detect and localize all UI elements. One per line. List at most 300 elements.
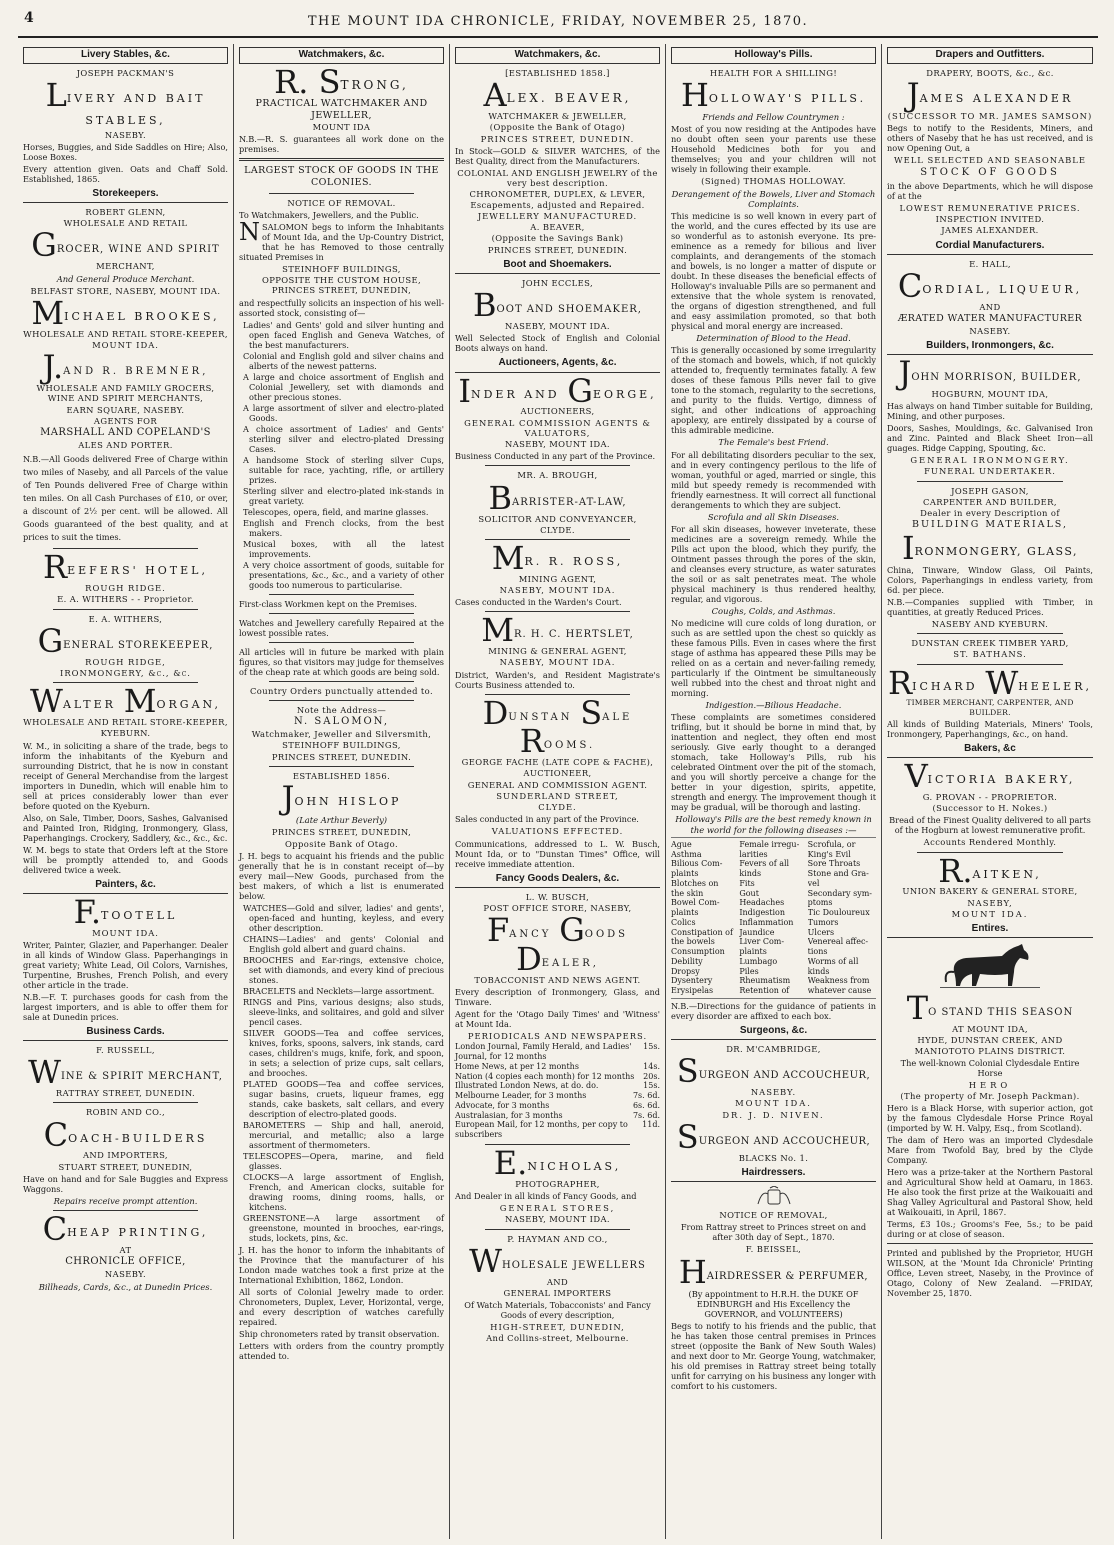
ad-line: WHOLESALE AND RETAIL [63,218,188,229]
ad-text: Hero was a prize-taker at the Northern Pastoral and Agricultural Show held at Oamaru, in 1863. He also took the first prize at the Waikouaiti and Shag Valley Agricultural and Pastoral Show, held at Waikouaiti, in April, 1867. [887,1167,1093,1218]
drop-cap: R [43,548,68,587]
drop-cap: B [488,478,512,517]
ad-line: TOBACCONIST AND NEWS AGENT. [474,974,641,985]
goods-item: BAROMETERS — Ship and hall, aneroid, mercurial, and metallic; also a large assortment of thermometers. [243,1119,444,1150]
goods-item: PLATED GOODS—Tea and coffee services, sugar basins, cruets, liqueur frames, egg stands, cake baskets, salt cellars, and every description of electro-plated goods. [243,1078,444,1119]
ad-line: DR. J. D. NIVEN. [722,1109,825,1120]
ad-line: And Collins-street, Melbourne. [486,1333,629,1344]
divider [53,1102,198,1103]
page-number: 4 [24,10,34,26]
section-header: Livery Stables, &c. [23,47,228,64]
ad-text: Of Watch Materials, Tobacconists' and Fancy Goods of every description, [464,1300,651,1321]
ad-text: Hero is a Black Horse, with superior action, got by the famous Clydesdale Horse Prince Royal (imported by W. H. Valpy, Esq., from Scotland). [887,1103,1093,1134]
section-header: Holloway's Pills. [671,47,876,64]
divider [485,465,630,466]
newspaper-title: THE MOUNT IDA CHRONICLE, FRIDAY, NOVEMBER 25, 1870. [307,14,809,29]
list-item: Secondary sym- [807,888,873,898]
drop-cap: G [37,621,64,660]
ad-line: HEALTH FOR A SHILLING! [709,68,838,79]
ad-line: MERCHANT, [96,261,155,272]
ad-line: SUNDERLAND STREET, [496,790,619,801]
ad-line: NASEBY AND KYEBURN. [931,618,1049,629]
ad-headline [887,529,1093,568]
ad-text: Horses, Buggies, and Side Saddles on Hire; Also, Loose Boxes. [23,141,228,162]
ad-line: JOHN ECCLES, [521,278,594,289]
ad-text: For all skin diseases, however inveterate, these medicines are a sovereign remedy. While the Pills act upon the blood, which they purify, the Ointment passes through the pores of the skin, and cleanses every structure, as water saturates the soil or as salt penetrates meat. The whole physical machinery is thus rendered healthy, regular, and vigorous. [671,523,876,604]
ad-line: DUNSTAN CREEK TIMBER YARD, [911,638,1069,649]
drop-cap: G [559,911,585,950]
list-item: kinds [807,966,830,976]
ad-text: (By appointment to H.R.H. the DUKE OF EDINBURGH and His Excellency the GOVERNOR, and VOLUNTEERS) [688,1288,859,1319]
ad-text: The well-known Colonial Clydesdale Entire Horse [900,1057,1080,1078]
ad-headline [887,757,1093,796]
headline-text: RONMONGERY, GLASS, [914,545,1079,559]
ad-line: G. PROVAN - - PROPRIETOR. [922,791,1058,802]
drop-cap: V [904,757,928,796]
ad-line: NASEBY, MOUNT IDA. [499,585,616,596]
stock-item: Colonial and English gold and silver chains and alberts of the newest patterns. [243,350,444,371]
ad-line: NASEBY. [750,1087,797,1098]
ad-line: AT MOUNT IDA, [952,1024,1028,1035]
stock-item: Sterling silver and electro-plated ink-stands in great variety. [243,485,444,506]
ad-line: MR. A. BROUGH, [517,470,598,481]
ad-text-body: SALOMON begs to inform the Inhabitants of Mount Ida, and the Up-Country District, that he has Removed to those centrally situated Premises in [239,221,444,262]
ad-text: Doors, Sashes, Mouldings, &c. Galvanised Iron and Zinc. Painted and Black Sheet Iron—all guages. Ridge Capping, Spouting, &c. [887,423,1093,454]
ad-headline [23,621,228,660]
drop-cap: M [481,611,514,650]
divider [269,594,414,595]
ad-subhead: Derangement of the Bowels, Liver and Stomach Complaints. [671,188,876,209]
ad-headline [455,76,660,115]
ad-line: FUNERAL UNDERTAKER. [924,466,1056,477]
section-header: Business Cards. [23,1025,228,1041]
drop-cap: S [676,1117,699,1156]
price-row: Nation (4 copies each month) for 12 months 20s. [455,1071,660,1081]
list-item: King's Evil [807,849,851,859]
list-item: Tic Douloureux [807,908,870,918]
section-header: Storekeepers. [23,187,228,203]
ad-line: EARN SQUARE, NASEBY. [66,404,185,415]
list-item: Stone and Gra- [807,869,869,879]
headline-text: NICHOLAS, [527,1159,622,1173]
ad-line: (SUCCESSOR TO MR. JAMES SAMSON) [887,111,1093,122]
headline-text: NDER AND [470,387,560,401]
ad-line: A. BEAVER, [530,222,585,233]
drop-cap: D [516,940,542,979]
ad-line: E. A. WITHERS - - Proprietor. [57,594,194,605]
goods-item: BROOCHES and Ear-rings, extensive choice, set with diamonds, and every kind of precious stones. [243,954,444,985]
divider [239,158,444,161]
list-item: Tumors [807,917,839,927]
headline-text: AND R. BREMNER, [63,366,209,378]
drop-cap: F. [73,892,102,931]
ad-line: MARSHALL AND COPELAND'S [40,427,211,439]
ad-line: MOUNT IDA. [92,340,159,351]
ad-headline [455,478,660,517]
ad-line: [ESTABLISHED 1858.] [505,68,610,79]
column-1 [18,44,234,1539]
price-row: Illustrated London News, at do. do. 15s. [455,1081,660,1091]
ad-text: Business Conducted in any part of the Province. [455,451,656,462]
headline-text: ICTORIA BAKERY, [927,773,1076,787]
price-row: Australasian, for 3 months 7s. 6d. [455,1110,660,1120]
ad-line: (Late Arthur Beverly) [295,815,388,826]
list-item: Sore Throats [807,859,861,869]
ad-text: Agent for the 'Otago Daily Times' and 'Witness' at Mount Ida. [455,1009,660,1030]
ad-text: Have on hand and for Sale Buggies and Express Waggons. [23,1173,228,1194]
ad-text: Terms, £3 10s.; Grooms's Fee, 5s.; to be paid during or at close of season. [887,1219,1093,1240]
drop-cap: N [239,217,260,246]
ad-headline [887,267,1093,306]
price-row: Melbourne Leader, for 3 months 7s. 6d. [455,1091,660,1101]
ad-headline [455,611,660,650]
ad-line: PHOTOGRAPHER, [515,1178,600,1189]
ad-text: Begs to notify to his friends and the public, that he has taken those central premises in Princes street (opposite the Bank of New South Wales) and next door to Mr. George Young, watchmaker, his old premises in Rattray street being totally unfit for carrying on his business any longer with comfort to his customers. [671,1320,876,1391]
ad-line: Dealer in every Description of [920,508,1060,519]
ad-line: E. A. WITHERS, [88,613,163,624]
ad-headline [23,548,228,587]
stock-item: A large and choice assortment of English and Colonial Jewellery, set with diamonds and other precious stones. [243,371,444,402]
divider [53,609,198,610]
headline-text: R. H. C. HERTSLET, [513,629,634,641]
stock-item: A very choice assortment of goods, suitable for presentations, &c., &c., and a variety of other goods too numerous to particularise. [243,559,444,590]
ad-text: Writer, Painter, Glazier, and Paperhanger. Dealer in all kinds of Window Glass. Paperhangings in great variety; White Lead, Oil Colors, Varnishes, Turpentine, Brushes, French Polish, and every other article in the trade. [23,939,228,990]
drop-cap: M [491,539,525,577]
ad-headline [671,1117,876,1156]
list-item: Fevers of all [739,859,790,869]
drop-cap: M [31,294,65,333]
list-item: Gout [739,888,759,898]
section-header: Fancy Goods Dealers, &c. [455,872,660,888]
drop-cap: M [123,682,157,721]
drop-cap: G [31,226,57,265]
ad-line: KYEBURN. [100,728,151,739]
ad-line: AND IMPORTERS, [82,1150,168,1161]
headline-text: ARRISTER-AT-LAW, [511,496,627,508]
ad-text: First-class Workmen kept on the Premises. [239,598,417,609]
ad-line: (Signed) THOMAS HOLLOWAY. [701,176,846,187]
ad-line: JAMES ALEXANDER. [941,225,1039,236]
divider [269,642,414,643]
ad-headline [671,1252,876,1291]
horse-icon [940,942,1040,990]
ad-text: China, Tinware, Window Glass, Oil Paints, Colors, Paperhangings in endless variety, from 6d. per piece. [887,564,1093,595]
ad-line: NASEBY. [969,325,1011,336]
ad-line: AND [979,301,1001,312]
section-header: Boot and Shoemakers. [455,258,660,274]
ad-text: J. H. begs to acquaint his friends and the public generally that he is in constant receipt of—by every mail—New Goods, purchased from the best makers, of which a list is enumerated below. [239,850,444,901]
drop-cap: R [888,663,913,702]
list-item: Female irregu- [739,839,800,849]
ad-line: GEORGE FACHE (LATE COPE & FACHE), [461,757,654,768]
ad-headline [887,76,1093,115]
list-item: Inflammation [739,917,794,927]
headline-text: EORGE, [592,387,657,401]
ad-headline [887,851,1093,890]
ad-subhead: Indigestion.—Bilious Headache. [705,700,842,711]
ad-text: N.B.—R. S. guarantees all work done on the premises. [239,134,444,155]
headline-text: HEELER, [1018,679,1092,693]
ad-text: This medicine is so well known in every part of the world, and the cures effected by its use are so wonderful as to astonish everyone. Its pre-eminence as a remedy for bilious and liver complaints, and derangements of the stomach and bowels, is no longer a matter of dispute or doubt. In these diseases the beneficial effects of Holloway's invaluable Pills are so permanent and extensive that the whole system is renovated, the organs of digestion strengthened, and full and easy assimilation promoted, so that both physical and moral energy are increased. [671,211,876,332]
ad-text: J. H. has the honor to inform the inhabitants of the Province that the manufacturer of his London made watches took a first prize at the International Exhibition, 1862, London. [239,1244,444,1285]
drop-cap: J [898,354,912,393]
ad-line: DR. M'CAMBRIDGE, [726,1044,821,1055]
ad-text: Has always on hand Timber suitable for Building, Mining, and other purposes. [887,401,1093,422]
list-item: plaints [739,947,767,957]
goods-item: CLOCKS—A large assortment of English, French, and American clocks, suitable for drawing rooms, dining rooms, halls, or kitchens. [243,1171,444,1212]
headline-text: UNSTAN [508,711,573,723]
ad-line: E. HALL, [969,258,1011,269]
ad-line: MOUNT IDA. [735,1098,812,1109]
divider [269,193,414,194]
divider [917,633,1063,634]
ad-text: W. M. begs to state that Orders left at the Store will be promptly attended to, and Goods delivered twice a week. [23,844,228,875]
ad-line: BLACKS No. 1. [738,1152,809,1163]
section-header: Bakers, &c [887,742,1093,758]
ad-line: NASEBY, [967,897,1013,908]
headline-text: OHN HISLOP [294,795,402,809]
drop-cap: T [906,989,929,1028]
drop-cap: G [567,371,593,410]
drop-cap: J [281,779,295,818]
ad-text [239,217,444,262]
ad-line: STUART STREET, DUNEDIN, [58,1161,193,1172]
drop-cap: R. [938,851,973,890]
list-item: Constipation of [671,927,733,937]
masthead [18,8,1098,38]
headline-text: ORDIAL, LIQUEUR, [922,283,1083,297]
list-item: Dropsy [671,966,700,976]
ad-line: HOGBURN, MOUNT IDA, [931,388,1049,399]
ad-headline [887,989,1093,1028]
ad-text: From Rattray street to Princes street on and after 30th day of Sept., 1870. [680,1222,867,1243]
headline-text: OLLOWAY'S PILLS. [708,92,867,106]
ad-line: And General Produce Merchant. [56,273,195,284]
headline-text: ROCER, WINE AND SPIRIT [56,244,220,256]
ad-line: Note the Address— [296,704,387,715]
ad-line: CARPENTER AND BUILDER, [923,496,1057,507]
ad-line: MOUNT IDA. [951,908,1029,919]
goods-item: CHAINS—Ladies' and gents' Colonial and English gold albert and guard chains. [243,933,444,954]
ad-line: MINING AGENT, [518,573,597,584]
divider [887,1243,1093,1244]
divider [53,1210,198,1211]
headline-text: LEX. BEAVER, [506,91,632,106]
ad-line: NASEBY, MOUNT IDA. [504,1214,610,1225]
headline-text: URGEON AND ACCOUCHEUR, [698,1070,871,1082]
ad-line: MOUNT IDA. [92,927,159,938]
imprint: Printed and published by the Proprietor, HUGH WILSON, at the 'Mount Ida Chronicle' Printing Office, Leven street, Naseby, in the Province of Otago, Colony of New Zealand. —FRIDAY, November 25, 1870. [887,1248,1093,1299]
goods-item: TELESCOPES—Opera, marine, and field glasses. [243,1150,444,1171]
drop-cap: S [676,1052,699,1091]
section-header: Painters, &c. [23,878,228,894]
ad-text: N.B.—Directions for the guidance of patients in every disorder are affixed to each box. [671,1000,876,1021]
ad-headline [455,1143,660,1182]
ad-line: Billheads, Cards, &c., at Dunedin Prices. [38,1281,213,1292]
headline-text: ALE [602,711,633,723]
headline-text: OHN MORRISON, BUILDER, [911,372,1082,384]
ad-text: N.B.—F. T. purchases goods for cash from the largest importers, and is able to offer them for sale at Dunedin prices. [23,991,228,1022]
ad-headline [23,226,228,265]
list-item: Asthma [671,849,702,859]
price-list [455,1042,660,1140]
ad-line: JEWELLERY MANUFACTURED. [477,210,638,221]
headline-text: TRONG, [340,78,409,93]
ad-line: SOLICITOR AND CONVEYANCER, [478,513,637,524]
ad-line: ÆRATED WATER MANUFACTURER [897,313,1083,325]
column-5 [882,44,1098,1539]
ad-line: LOWEST REMUNERATIVE PRICES. [899,202,1081,213]
drop-cap: I [901,529,915,568]
ad-line: PERIODICALS AND NEWSPAPERS. [467,1031,648,1042]
ad-text: Bread of the Finest Quality delivered to all parts of the Hogburn at lowest remunerative profit. [889,815,1091,836]
ad-text: and respectfully solicits an inspection of his well-assorted stock, consisting of— [239,297,444,318]
ad-line: OPPOSITE THE CUSTOM HOUSE, PRINCES STREET, DUNEDIN, [261,275,422,296]
section-header: Auctioneers, Agents, &c. [455,356,660,372]
ad-line: COLONIAL AND ENGLISH JEWELRY of the very best description. [457,167,658,189]
ad-line: VALUATIONS EFFECTED. [491,826,624,837]
ad-text: All articles will in future be marked with plain figures, so that visitors may judge for themselves of the cheap rate at which goods are being sold. [239,646,444,677]
goods-item: BRACELETS and Necklets—large assortment. [243,985,435,996]
drop-cap: W [469,1241,502,1280]
headline-text: OODS [584,929,629,941]
drop-cap: W [985,663,1019,702]
ad-line: Accounts Rendered Monthly. [923,837,1057,848]
section-header: Cordial Manufacturers. [887,239,1093,255]
ad-line: ST. BATHANS. [953,649,1027,660]
price-row: Advocate, for 3 months 6s. 6d. [455,1100,660,1110]
headline-text: EEFERS' HOTEL, [67,564,208,578]
ad-line: WHOLESALE AND RETAIL STORE-KEEPER, [23,717,228,728]
ad-line: GENERAL IRONMONGERY. [910,455,1070,466]
ad-line: N. SALOMON, [293,716,390,728]
ad-text: N.B.—Companies supplied with Timber, in quantities, at greatly Reduced Prices. [887,596,1093,617]
ad-line: HIGH-STREET, DUNEDIN, [490,1322,625,1333]
divider [269,613,414,614]
ad-text: in the above Departments, which he will dispose of at the [887,180,1093,201]
ad-line: NASEBY, MOUNT IDA. [499,657,616,668]
ad-line: DRAPERY, BOOTS, &c., &c. [926,68,1054,79]
ad-line: ROUGH RIDGE, [85,656,166,667]
ad-line: MOUNT IDA [312,122,371,133]
drop-cap: F [486,911,510,950]
drop-cap: C [43,1115,69,1154]
headline-text: AIRDRESSER & PERFUMER, [706,1270,869,1282]
royal-crest-icon [754,1186,794,1208]
list-item: Lumbago [739,956,778,966]
divider [53,548,198,549]
ad-subhead: Friends and Fellow Countrymen : [702,112,845,123]
drop-cap: B [473,286,497,325]
page-columns [18,44,1098,1539]
ad-text: Most of you now residing at the Antipodes have no doubt often seen your parents use these Household Medicines both for you and themselves; you and your children will not wisely in following their example. [671,124,876,175]
drop-cap: I [458,371,471,410]
ad-line: NOTICE OF REMOVAL. [287,197,396,208]
list-item: Headaches [739,898,785,908]
section-header: Watchmakers, &c. [455,47,660,64]
list-item: Liver Com- [739,937,785,947]
list-item: Fits [739,878,755,888]
list-item: Dysentery [671,976,713,986]
ad-line: STEINHOFF BUILDINGS, [282,263,401,274]
ad-headline [239,63,444,102]
list-item: vel [807,878,820,888]
ad-subhead: The Female's best Friend. [718,437,829,448]
divider [269,766,414,767]
headline-text: O STAND THIS SEASON [928,1007,1074,1019]
ad-line: ESTABLISHED 1856. [292,770,391,781]
headline-text: AITKEN, [972,867,1042,881]
list-item: Consumption [671,947,725,957]
ad-text: In Stock—GOLD & SILVER WATCHES, of the Best Quality, direct from the Manufacturers. [455,145,660,166]
column-2 [234,44,450,1539]
headline-text: IVERY AND BAIT STABLES, [66,92,206,128]
headline-text: EALER, [541,958,599,970]
ad-line: NASEBY. [104,1269,147,1280]
list-item: Ulcers [807,927,835,937]
ad-text: All kinds of Building Materials, Miners' Tools, Ironmongery, Paperhangings, &c., on hand. [887,718,1093,739]
headline-text: TOOTELL [101,908,178,922]
list-item: Rheumatism [739,976,791,986]
ad-text: Well Selected Stock of English and Colonial Boots always on hand. [455,333,660,354]
ad-line: CLYDE. [540,524,575,535]
ad-headline [239,779,444,818]
drop-cap: E. [493,1143,528,1182]
headline-text: INE & SPIRIT MERCHANT, [60,1071,223,1083]
headline-text: ENERAL STOREKEEPER, [63,639,214,651]
ad-text: N.B.—All Goods delivered Free of Charge within two miles of Naseby, and all Parcels of the value of Ten Pounds delivered Free of Charge within ten miles. On all Cash Purchases of £10, or over, a discount of 2½ per cent. will be allowed. All Goods guaranteed of the best quality, and at prices to suit the times. [23,453,228,543]
ad-line: WHOLESALE AND RETAIL STORE-KEEPER, [23,328,228,339]
divider [269,700,414,701]
list-item: plaints [671,869,699,879]
drop-cap: S [580,693,603,732]
ad-line: (Opposite the Savings Bank) [491,233,624,244]
ad-text: Every attention given. Oats and Chaff Sold. Established, 1865. [23,163,228,184]
list-item: Bilious Com- [671,859,723,869]
headline-text: R. R. ROSS, [524,555,624,568]
price-row: Home News, at per 12 months 14s. [455,1061,660,1071]
drop-cap: W [30,682,63,721]
headline-text: ALTER [62,698,116,712]
ad-line: BELFAST STORE, NASEBY, MOUNT IDA. [30,285,221,296]
ad-headline [671,76,876,115]
drop-cap: L [45,76,67,115]
ad-line: INSPECTION INVITED. [935,214,1045,225]
ad-line: ROUGH RIDGE. [85,583,166,594]
section-header: Builders, Ironmongers, &c. [887,339,1093,355]
drop-cap: R. S [274,63,341,102]
ad-text: District, Warden's, and Resident Magistrate's Courts Business attended to. [455,669,660,690]
ad-line: PRINCES STREET, DUNEDIN. [487,244,628,255]
list-item: Worms of all [807,956,859,966]
ad-text: These complaints are sometimes considered trifling, but it should be borne in mind that, by inattention and neglect, they often end most seriously. Give early thought to a deranged stomach, take Holloway's Pills, rub his celebrated Ointment over the pit of the stomach, and you will shortly perceive a change for the better in your digestion, spirits, appetite, strength and energy. The improvement though it may be gradual, will be thorough and lasting. [671,712,876,813]
ad-line: AUCTIONEER, [523,768,592,779]
ad-headline [23,348,228,387]
divider [485,1229,630,1230]
ad-line: AT [119,1244,132,1255]
headline-text: AMES ALEXANDER [919,92,1074,106]
ad-line: BUILDING MATERIALS, [912,519,1068,531]
list-item: Debility [671,956,703,966]
ad-text: For all debilitating disorders peculiar to the sex, and in every contingency perilous to the life of woman, youthful or aged, married or single, this mild but speedy remedy is recommended with friendly earnestness. It will correct all functional derangements to which they are subject. [671,449,876,510]
ad-line: PRINCES STREET, DUNEDIN, [271,827,412,838]
ad-line: GENERAL AND COMMISSION AGENT. [467,779,648,790]
headline-text: OACH-BUILDERS [68,1131,208,1145]
goods-item: GREENSTONE—A large assortment of greenstone, mounted in brooches, ear-rings, studs, lockets, pins, &c. [243,1212,444,1243]
ad-text: No medicine will cure colds of long duration, or such as are settled upon the chest so quickly as these famous Pills. Even in cases where the first stage of asthma has appeared these Pills may be relied on as a certain and never-failing remedy, particularly if the Ointment be simultaneously well rubbed into the chest and throat night and morning. [671,618,876,699]
ad-text: Letters with orders from the country promptly attended to. [239,1340,444,1361]
ad-line: STEINHOFF BUILDINGS, [282,740,401,751]
